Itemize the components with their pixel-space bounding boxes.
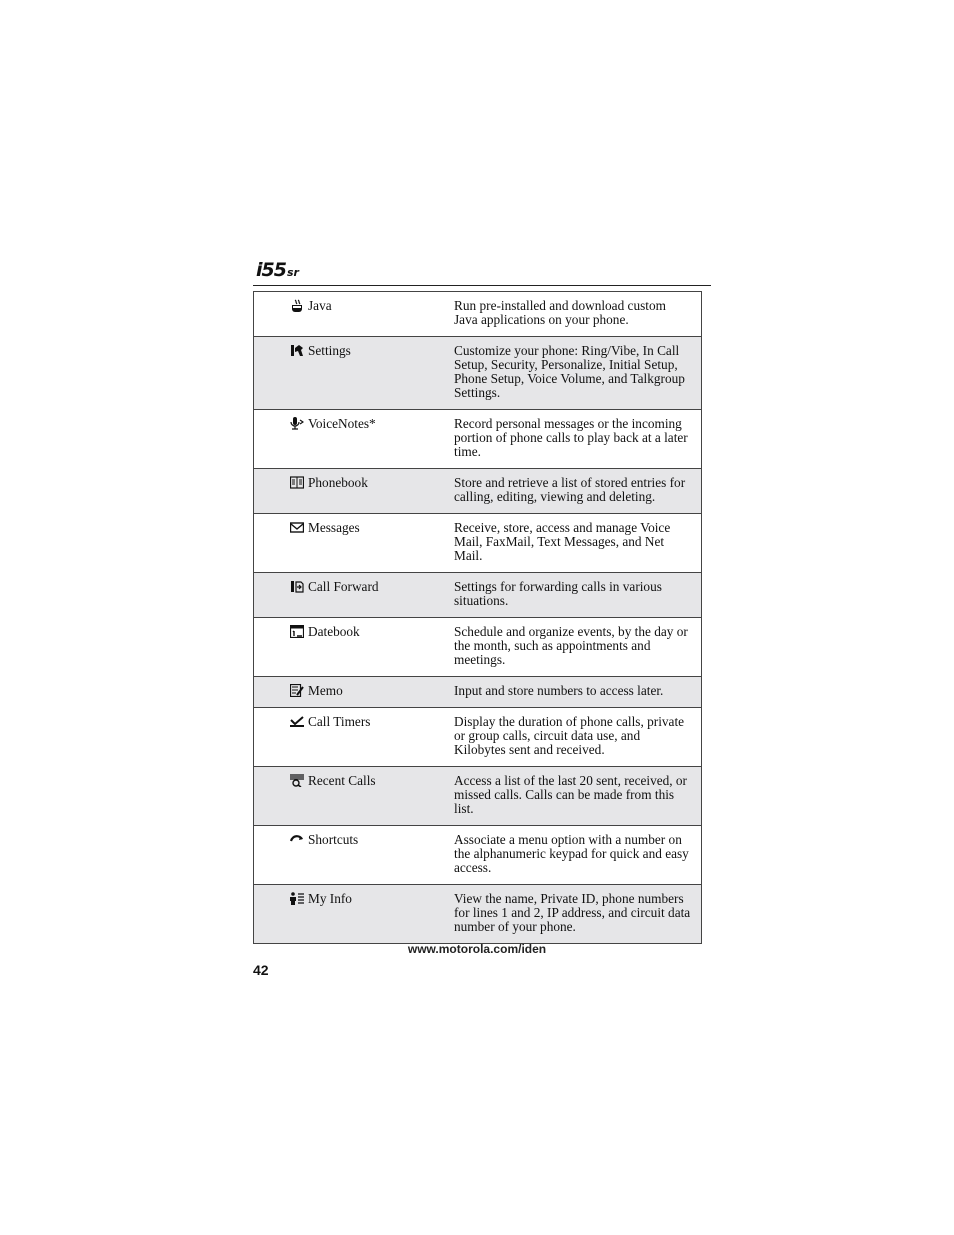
menu-item-label: Call Forward	[308, 579, 379, 594]
recent-calls-icon	[290, 774, 304, 787]
menu-item-description: Record personal messages or the incoming portion of phone calls to play back at a later time.	[450, 410, 702, 469]
menu-item-label: Settings	[308, 343, 351, 358]
menu-item-description: Receive, store, access and manage Voice Mail, FaxMail, Text Messages, and Net Mail.	[450, 514, 702, 573]
my-info-icon	[290, 892, 304, 905]
settings-icon	[290, 344, 304, 357]
menu-item-description: Display the duration of phone calls, private or group calls, circuit data use, and Kilobytes sent and received.	[450, 708, 702, 767]
menu-row	[254, 826, 702, 885]
menu-item-name-cell	[254, 469, 451, 514]
menu-item-label: Datebook	[308, 624, 360, 639]
product-logo	[256, 259, 299, 281]
menu-item-name-cell	[254, 826, 451, 885]
main-menu-table	[253, 291, 702, 944]
voicenotes-icon	[290, 417, 304, 430]
menu-item-description: Access a list of the last 20 sent, received, or missed calls. Calls can be made from this list.	[450, 767, 702, 826]
menu-row	[254, 337, 702, 410]
footer-url: www.motorola.com/iden	[407, 942, 547, 956]
menu-item-label: Shortcuts	[308, 832, 359, 847]
menu-item-name-cell	[254, 708, 451, 767]
menu-row	[254, 767, 702, 826]
menu-item-name-cell	[254, 292, 451, 337]
menu-item-label: My Info	[308, 891, 352, 906]
menu-item-name-cell	[254, 573, 451, 618]
menu-row	[254, 573, 702, 618]
menu-table-body	[254, 292, 702, 944]
menu-row	[254, 514, 702, 573]
memo-icon	[290, 684, 304, 697]
call-forward-icon	[290, 580, 304, 593]
datebook-icon	[290, 625, 304, 638]
menu-item-name-cell	[254, 410, 451, 469]
menu-item-label: Memo	[308, 683, 343, 698]
menu-row	[254, 618, 702, 677]
logo-suffix: sr	[286, 266, 299, 279]
menu-row	[254, 292, 702, 337]
menu-item-label: Java	[308, 298, 332, 313]
menu-item-label: Call Timers	[308, 714, 371, 729]
menu-row	[254, 708, 702, 767]
menu-item-name-cell	[254, 885, 451, 944]
menu-item-description: Customize your phone: Ring/Vibe, In Call Setup, Security, Personalize, Initial Setup, Phone Setup, Voice Volume, and Talkgroup Settings.	[450, 337, 702, 410]
menu-row	[254, 410, 702, 469]
menu-item-name-cell	[254, 677, 451, 708]
menu-item-description: Input and store numbers to access later.	[450, 677, 702, 708]
call-timers-icon	[290, 715, 304, 728]
header-rule	[253, 285, 711, 286]
menu-item-label: Recent Calls	[308, 773, 376, 788]
menu-row	[254, 677, 702, 708]
messages-icon	[290, 521, 304, 534]
menu-row	[254, 469, 702, 514]
menu-item-name-cell	[254, 337, 451, 410]
menu-item-description: Schedule and organize events, by the day or the month, such as appointments and meetings.	[450, 618, 702, 677]
java-icon	[290, 299, 304, 312]
menu-item-description: Associate a menu option with a number on the alphanumeric keypad for quick and easy access.	[450, 826, 702, 885]
menu-item-description: View the name, Private ID, phone numbers for lines 1 and 2, IP address, and circuit data number of your phone.	[450, 885, 702, 944]
shortcuts-icon	[290, 833, 304, 846]
menu-item-label: VoiceNotes*	[308, 416, 376, 431]
phonebook-icon	[290, 476, 304, 489]
menu-item-description: Run pre-installed and download custom Java applications on your phone.	[450, 292, 702, 337]
menu-row	[254, 885, 702, 944]
menu-item-name-cell	[254, 618, 451, 677]
page-number: 42	[253, 962, 269, 978]
menu-item-description: Store and retrieve a list of stored entries for calling, editing, viewing and deleting.	[450, 469, 702, 514]
menu-item-label: Phonebook	[308, 475, 368, 490]
menu-item-description: Settings for forwarding calls in various situations.	[450, 573, 702, 618]
logo-model: i55	[256, 259, 286, 281]
menu-item-name-cell	[254, 514, 451, 573]
menu-item-label: Messages	[308, 520, 360, 535]
menu-item-name-cell	[254, 767, 451, 826]
